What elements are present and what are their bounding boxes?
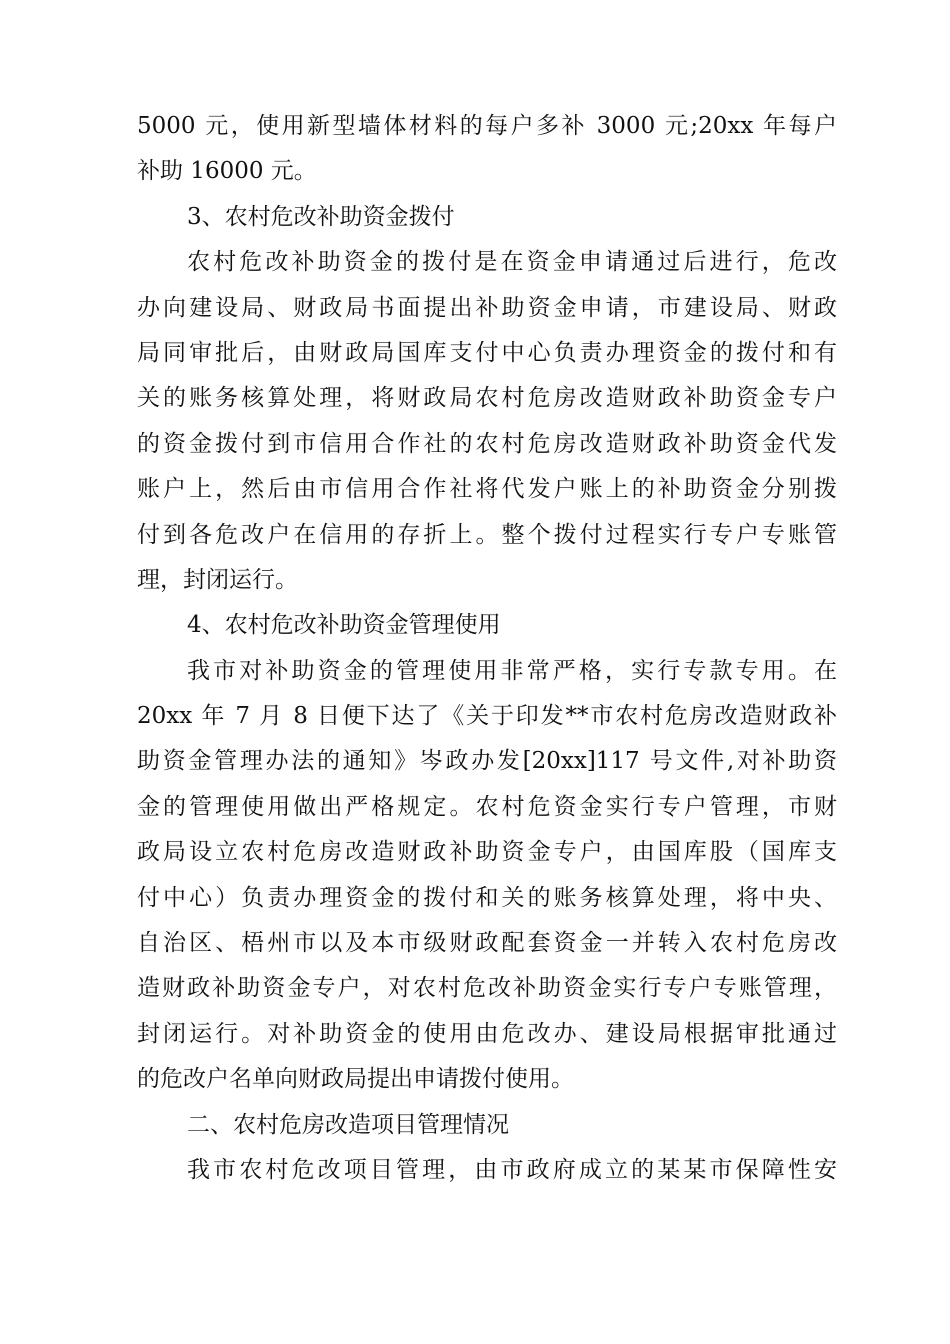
- text-line: 自治区、梧州市以及本市级财政配套资金一并转入农村危房改: [137, 930, 837, 957]
- text-line: 的资金拨付到市信用合作社的农村危房改造财政补助资金代发: [137, 430, 837, 457]
- section-heading: 4、农村危改补助资金管理使用: [187, 612, 501, 639]
- text-line: 付到各危改户在信用的存折上。整个拨付过程实行专户专账管: [137, 521, 837, 548]
- text-line: 助资金管理办法的通知》岑政办发[20xx]117 号文件,对补助资: [137, 748, 837, 775]
- document-body: [137, 104, 837, 1193]
- text-line: 办向建设局、财政局书面提出补助资金申请，市建设局、财政: [137, 294, 837, 321]
- text-line: 补助 16000 元。: [137, 158, 317, 185]
- text-line: 的危改户名单向财政局提出申请拨付使用。: [137, 1066, 574, 1093]
- section-heading: 二、农村危房改造项目管理情况: [187, 1111, 509, 1138]
- text-line: 金的管理使用做出严格规定。农村危资金实行专户管理，市财: [137, 793, 837, 820]
- text-line: 我市对补助资金的管理使用非常严格，实行专款专用。在: [187, 657, 837, 684]
- text-line: 农村危改补助资金的拨付是在资金申请通过后进行，危改: [187, 249, 837, 276]
- text-line: 政局设立农村危房改造财政补助资金专户，由国库股（国库支: [137, 839, 837, 866]
- text-line: 关的账务核算处理，将财政局农村危房改造财政补助资金专户: [137, 385, 837, 412]
- text-line: 5000 元，使用新型墙体材料的每户多补 3000 元;20xx 年每户: [137, 113, 837, 139]
- text-line: 付中心）负责办理资金的拨付和关的账务核算处理，将中央、: [137, 884, 837, 911]
- text-line: 封闭运行。对补助资金的使用由危改办、建设局根据审批通过: [137, 1020, 837, 1047]
- text-line: 局同审批后，由财政局国库支付中心负责办理资金的拨付和有: [137, 339, 837, 366]
- text-line: 理，封闭运行。: [137, 566, 298, 593]
- text-line: 我市农村危改项目管理，由市政府成立的某某市保障性安: [187, 1156, 837, 1183]
- text-line: 造财政补助资金专户，对农村危改补助资金实行专户专账管理，: [137, 975, 837, 1002]
- section-heading: 3、农村危改补助资金拨付: [187, 203, 455, 230]
- text-line: 账户上，然后由市信用合作社将代发户账上的补助资金分别拨: [137, 476, 837, 503]
- text-line: 20xx 年 7 月 8 日便下达了《关于印发**市农村危房改造财政补: [137, 703, 837, 730]
